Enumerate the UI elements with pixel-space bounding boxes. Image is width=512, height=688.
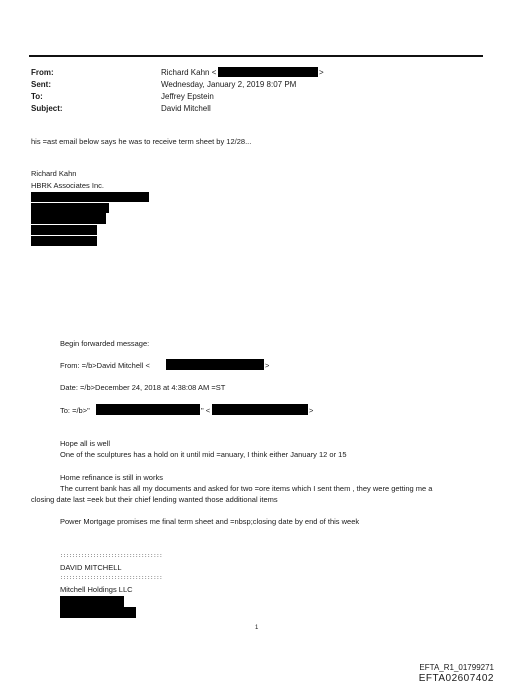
from-value: Richard Kahn < (161, 68, 217, 77)
subject-value: David Mitchell (161, 104, 211, 113)
fwd-to-line: To: =/b>" (60, 406, 90, 415)
redaction-fwd-from-email (166, 359, 264, 370)
footer-ref-2: EFTA02607402 (418, 673, 494, 684)
dots-divider-1: :::::::::::::::::::::::::::::::::: (60, 553, 163, 559)
redaction-fwd-to-email (212, 404, 308, 415)
fwd-date-line: Date: =/b>December 24, 2018 at 4:38:08 AM =ST (60, 383, 226, 392)
fwd-to-mid: " < (201, 406, 211, 415)
redaction-from-email (218, 67, 318, 77)
from-label: From: (31, 68, 54, 77)
fwd-from-close: > (265, 361, 270, 370)
from-close: > (319, 68, 324, 77)
subject-label: Subject: (31, 104, 63, 113)
redaction-sig-1 (31, 192, 149, 202)
redaction-sig-2 (31, 203, 109, 213)
para1-line2: One of the sculptures has a hold on it until mid =anuary, I think either January 12 or 15 (60, 450, 347, 459)
to-label: To: (31, 92, 43, 101)
fwd-from-line: From: =/b>David Mitchell < (60, 361, 150, 370)
para2-line3: closing date last =eek but their chief lending wanted those additional items (31, 495, 278, 504)
intro-text: his =ast email below says he was to receive term sheet by 12/28... (31, 137, 252, 146)
redaction-fwd-sig-2 (60, 607, 136, 618)
forwarded-begin: Begin forwarded message: (60, 339, 150, 348)
signature-name: Richard Kahn (31, 169, 77, 178)
redaction-sig-4 (31, 225, 97, 235)
para1-line1: Hope all is well (60, 439, 111, 448)
para2-line2: The current bank has all my documents and asked for two =ore items which I sent them , they were getting me a (60, 484, 433, 493)
signature-company: HBRK Associates Inc. (31, 181, 104, 190)
fwd-signature-company: Mitchell Holdings LLC (60, 585, 133, 594)
fwd-signature-name: DAVID MITCHELL (60, 563, 122, 572)
to-value: Jeffrey Epstein (161, 92, 214, 101)
fwd-to-close: > (309, 406, 314, 415)
redaction-sig-3 (31, 213, 106, 224)
page-number: 1 (255, 625, 259, 631)
footer-ref-1: EFTA_R1_01799271 (419, 663, 494, 672)
sent-value: Wednesday, January 2, 2019 8:07 PM (161, 80, 297, 89)
header-rule (29, 55, 483, 57)
para3: Power Mortgage promises me final term sheet and =nbsp;closing date by end of this week (60, 517, 360, 526)
redaction-fwd-to-name (96, 404, 200, 415)
redaction-sig-5 (31, 236, 97, 246)
redaction-fwd-sig-1 (60, 596, 124, 607)
dots-divider-2: :::::::::::::::::::::::::::::::::: (60, 575, 163, 581)
para2-line1: Home refinance is still in works (60, 473, 163, 482)
sent-label: Sent: (31, 80, 51, 89)
